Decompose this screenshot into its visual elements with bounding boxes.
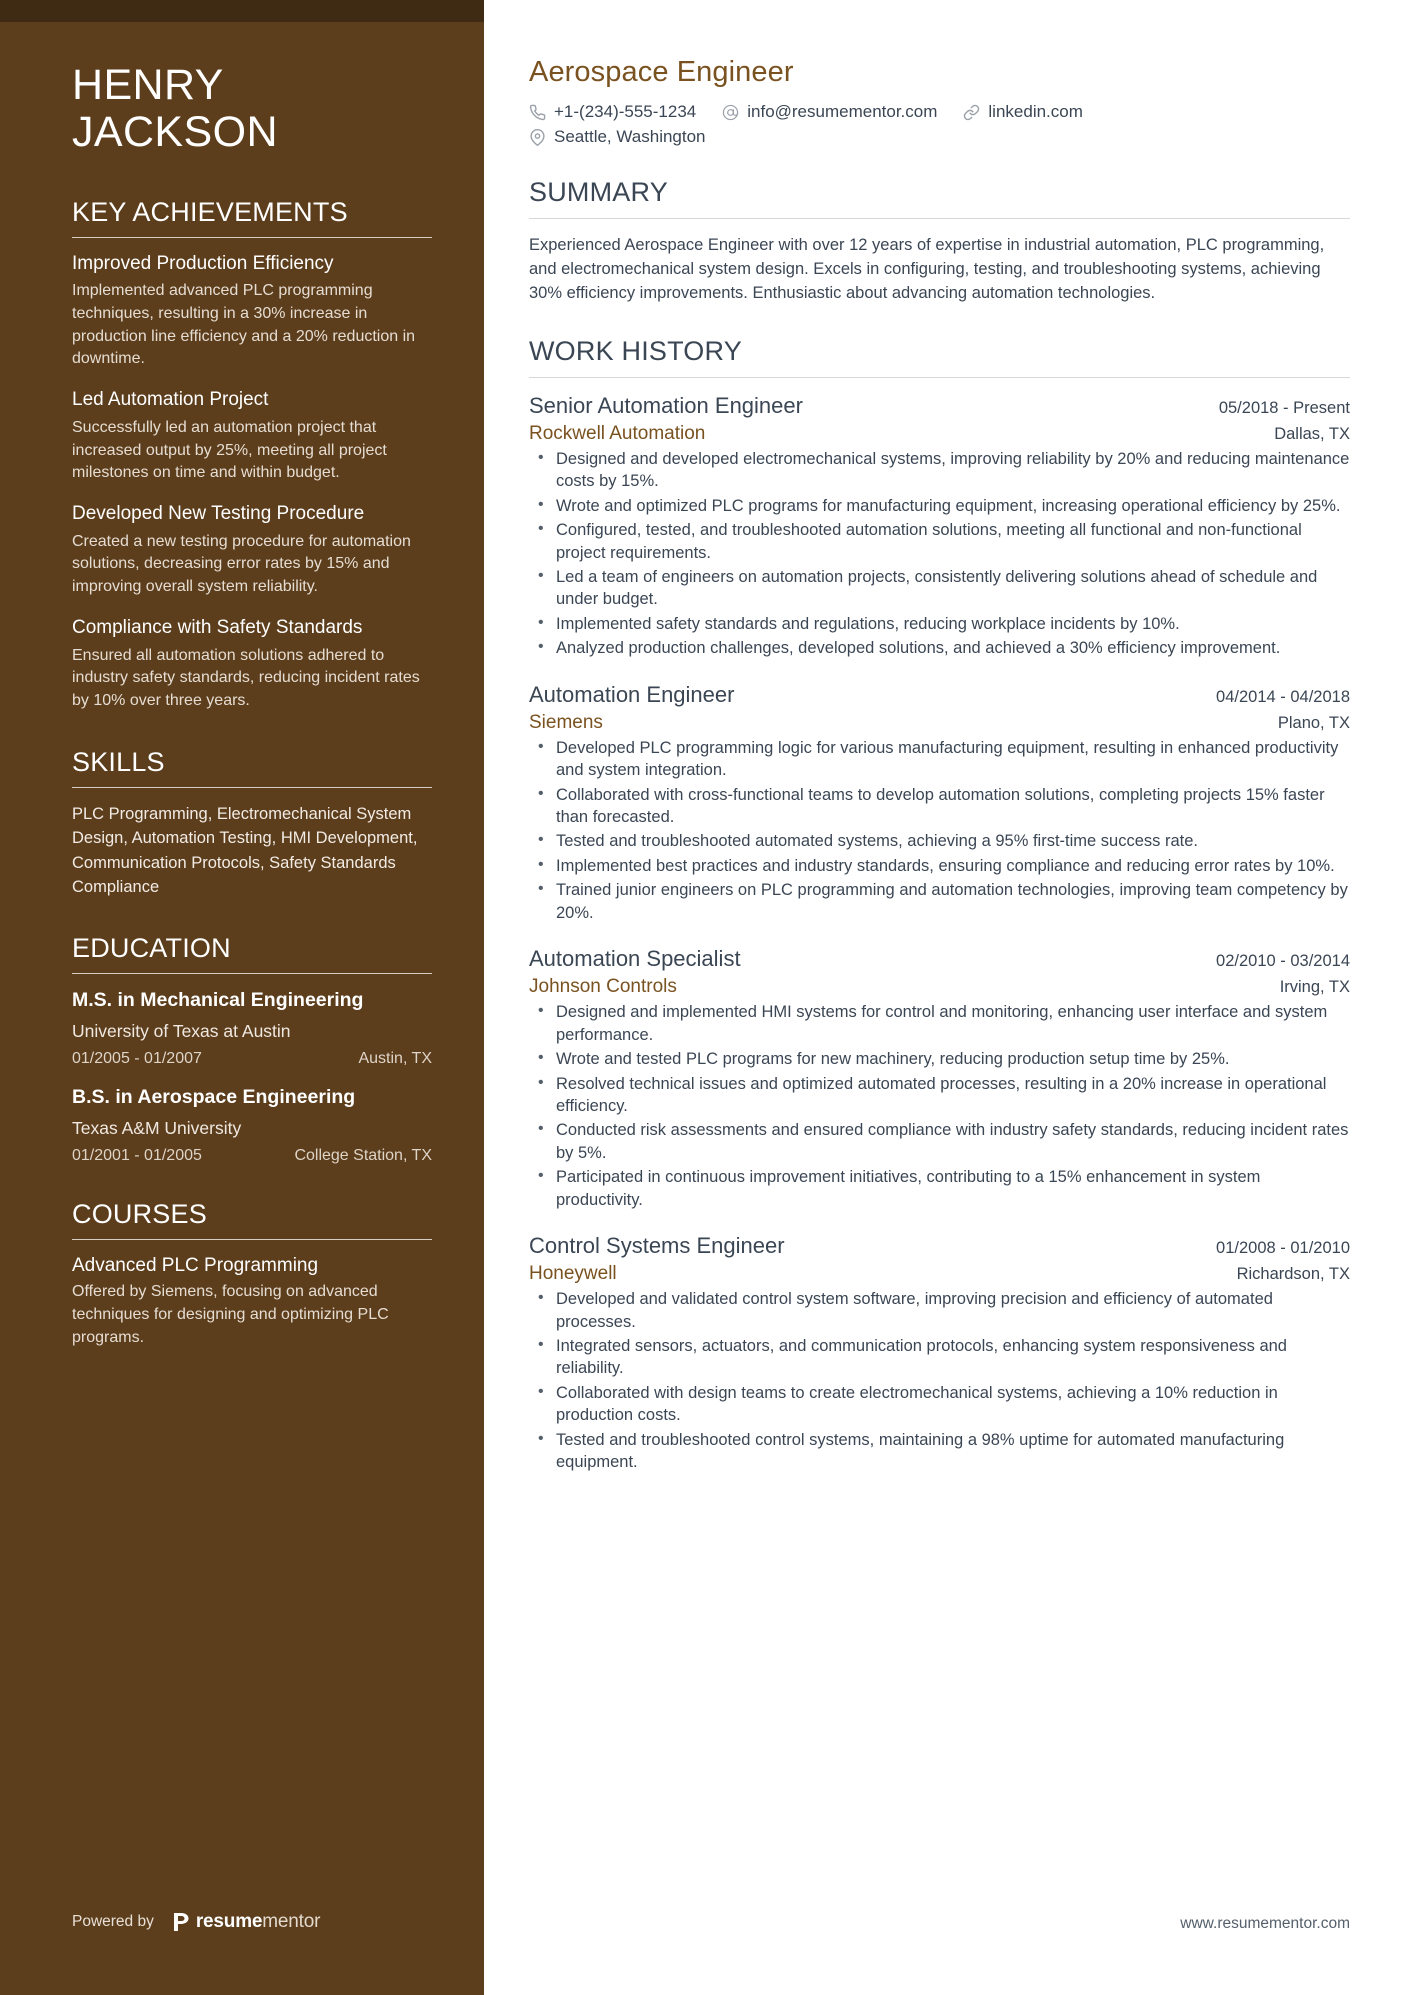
job-bullet: • Developed and validated control system software, improving precision and efficiency of automated processes. — [529, 1288, 1350, 1333]
job-bullet: • Conducted risk assessments and ensured compliance with industry safety standards, reducing incident rates by 5%. — [529, 1119, 1350, 1164]
sidebar — [0, 0, 484, 1995]
job-bullet: • Developed PLC programming logic for various manufacturing equipment, resulting in enhanced productivity and system integration. — [529, 737, 1350, 782]
job-bullet: • Resolved technical issues and optimized automated processes, resulting in a 20% increase in operational efficiency. — [529, 1073, 1350, 1118]
achievement-title: Developed New Testing Procedure — [72, 503, 365, 524]
contact-email-text: info@resumementor.com — [747, 102, 938, 121]
education-section — [72, 933, 432, 1164]
achievement-description: Created a new testing procedure for automation solutions, decreasing error rates by 15% and improving overall system reliability. — [72, 532, 411, 596]
candidate-last-name: JACKSON — [72, 108, 278, 157]
job-bullet: • Trained junior engineers on PLC programming and automation technologies, improving team competency by 20%. — [529, 879, 1350, 924]
job-bullet: • Analyzed production challenges, developed solutions, and achieved a 30% efficiency improvement. — [529, 637, 1350, 659]
work-history-entry — [529, 1233, 1350, 1474]
resumementor-logo — [172, 1911, 320, 1933]
work-history-entry — [529, 393, 1350, 660]
logo-mentor-text: mentor — [262, 1911, 321, 1932]
link-icon — [963, 104, 980, 121]
work-history-entry — [529, 946, 1350, 1211]
job-location: Irving, TX — [1279, 978, 1350, 997]
job-bullet: • Participated in continuous improvement initiatives, contributing to a 15% enhancement in system productivity. — [529, 1166, 1350, 1211]
job-bullet-list — [529, 1001, 1350, 1211]
resumementor-mark-icon — [172, 1912, 190, 1932]
section-divider — [72, 237, 432, 238]
job-dates: 02/2010 - 03/2014 — [1216, 952, 1350, 971]
education-dates: 01/2001 - 01/2005 — [72, 1146, 202, 1164]
summary-heading: SUMMARY — [529, 177, 668, 207]
contact-location — [529, 127, 706, 147]
achievement-description: Successfully led an automation project that increased output by 25%, meeting all project milestones on time and within budget. — [72, 418, 387, 482]
contact-phone-text: +1-(234)-555-1234 — [554, 102, 697, 121]
job-bullet: • Wrote and tested PLC programs for new machinery, reducing production setup time by 25%. — [529, 1048, 1350, 1070]
work-history-heading: WORK HISTORY — [529, 335, 742, 366]
job-bullet-list — [529, 448, 1350, 660]
job-header — [529, 393, 1350, 419]
job-position: Automation Engineer — [529, 681, 735, 707]
job-bullet: • Designed and developed electromechanical systems, improving reliability by 20% and reducing maintenance costs by 15%. — [529, 448, 1350, 493]
contact-location-text: Seattle, Washington — [554, 127, 706, 146]
phone-icon — [529, 104, 546, 121]
job-bullet: • Led a team of engineers on automation projects, consistently delivering solutions ahead of schedule and under budget. — [529, 566, 1350, 611]
education-degree: M.S. in Mechanical Engineering — [72, 989, 364, 1012]
courses-section — [72, 1199, 432, 1350]
education-school: University of Texas at Austin — [72, 1021, 291, 1042]
job-dates: 01/2008 - 01/2010 — [1216, 1239, 1350, 1258]
headline-job-title: Aerospace Engineer — [529, 56, 794, 88]
job-position: Senior Automation Engineer — [529, 392, 803, 418]
job-header — [529, 682, 1350, 708]
job-bullet: • Implemented best practices and industry standards, ensuring compliance and reducing error rates by 10%. — [529, 855, 1350, 877]
contact-phone[interactable] — [529, 102, 696, 122]
job-header — [529, 1233, 1350, 1259]
education-item — [72, 1085, 432, 1165]
skills-heading: SKILLS — [72, 746, 165, 777]
work-history-section — [529, 336, 1350, 1474]
job-header — [529, 946, 1350, 972]
achievement-item — [72, 616, 432, 713]
contact-row-primary — [529, 102, 1350, 122]
candidate-name — [72, 0, 432, 157]
section-divider — [529, 218, 1350, 219]
job-company: Rockwell Automation — [529, 422, 706, 444]
job-bullet: • Designed and implemented HMI systems for control and monitoring, enhancing user interface and system performance. — [529, 1001, 1350, 1046]
achievement-title: Led Automation Project — [72, 389, 269, 411]
education-school: Texas A&M University — [72, 1117, 242, 1138]
job-location: Richardson, TX — [1236, 1265, 1350, 1284]
job-bullet: • Integrated sensors, actuators, and communication protocols, enhancing system responsiveness and reliability. — [529, 1335, 1350, 1380]
powered-by — [72, 1911, 320, 1933]
resumementor-wordmark — [196, 1911, 320, 1933]
job-company: Honeywell — [529, 1263, 617, 1285]
achievement-description: Implemented advanced PLC programming techniques, resulting in a 30% increase in production line efficiency and a 20% reduction in downtime. — [72, 282, 416, 368]
job-dates: 05/2018 - Present — [1218, 398, 1350, 417]
achievement-description: Ensured all automation solutions adhered to industry safety standards, reducing incident rates by 10% over three years. — [72, 646, 420, 709]
section-divider — [72, 787, 432, 788]
contact-row-secondary — [529, 127, 1350, 147]
key-achievements-heading: KEY ACHIEVEMENTS — [72, 196, 348, 227]
work-history-entry — [529, 682, 1350, 925]
job-location: Dallas, TX — [1274, 424, 1350, 443]
main-column — [484, 0, 1410, 1995]
job-position: Automation Specialist — [529, 946, 741, 972]
courses-heading: COURSES — [72, 1198, 207, 1229]
achievement-title: Compliance with Safety Standards — [72, 616, 363, 638]
job-subheader — [529, 976, 1350, 998]
job-dates: 04/2014 - 04/2018 — [1216, 687, 1350, 706]
location-icon — [529, 129, 546, 146]
summary-text: Experienced Aerospace Engineer with over 12 years of expertise in industrial automation, PLC programming, and electromechanical system design. Excels in configuring, testing, and troubleshooting systems, achieving 30% efficiency improvements. Enthusiastic about advancing automation technologies. — [529, 236, 1325, 302]
job-subheader — [529, 1263, 1350, 1285]
education-location: Austin, TX — [358, 1050, 432, 1068]
job-bullet: • Collaborated with cross-functional teams to develop automation solutions, completing projects 15% faster than forecasted. — [529, 784, 1350, 829]
course-description: Offered by Siemens, focusing on advanced techniques for designing and optimizing PLC programs. — [72, 1283, 389, 1346]
education-meta — [72, 1147, 432, 1165]
job-subheader — [529, 423, 1350, 445]
achievement-item — [72, 502, 432, 599]
email-icon — [722, 104, 739, 121]
footer-website-url: www.resumementor.com — [1180, 1915, 1350, 1932]
job-bullet-list — [529, 737, 1350, 925]
education-meta — [72, 1050, 432, 1068]
education-location: College Station, TX — [294, 1146, 432, 1164]
job-subheader — [529, 712, 1350, 734]
job-bullet: • Tested and troubleshooted control systems, maintaining a 98% uptime for automated manufacturing equipment. — [529, 1429, 1350, 1474]
achievement-title: Improved Production Efficiency — [72, 252, 334, 274]
job-company: Johnson Controls — [529, 976, 677, 998]
contact-info — [529, 102, 1350, 147]
course-title: Advanced PLC Programming — [72, 1254, 319, 1276]
powered-by-label: Powered by — [72, 1913, 154, 1930]
job-position: Control Systems Engineer — [529, 1233, 785, 1259]
skills-list: PLC Programming, Electromechanical System Design, Automation Testing, HMI Development, Communication Protocols, Safety Standards Compliance — [72, 804, 418, 896]
education-item — [72, 988, 432, 1068]
contact-email[interactable] — [722, 102, 937, 122]
section-divider — [72, 973, 432, 974]
job-bullet: • Wrote and optimized PLC programs for manufacturing equipment, increasing operational efficiency by 25%. — [529, 495, 1350, 517]
job-bullet: • Tested and troubleshooted automated systems, achieving a 95% first-time success rate. — [529, 830, 1350, 852]
job-location: Plano, TX — [1277, 713, 1350, 732]
job-company: Siemens — [529, 711, 603, 733]
education-degree: B.S. in Aerospace Engineering — [72, 1086, 356, 1109]
section-divider — [72, 1239, 432, 1240]
skills-section — [72, 747, 432, 900]
course-item — [72, 1254, 432, 1350]
section-divider — [529, 377, 1350, 378]
job-bullet-list — [529, 1288, 1350, 1474]
key-achievements-section — [72, 197, 432, 713]
achievement-item — [72, 252, 432, 372]
sidebar-top-bar — [0, 0, 484, 22]
summary-section — [529, 177, 1350, 306]
contact-link-text: linkedin.com — [988, 102, 1083, 121]
candidate-first-name: HENRY — [72, 61, 224, 109]
contact-link[interactable] — [963, 102, 1083, 122]
logo-resume-text: resume — [195, 1911, 263, 1932]
job-bullet: • Collaborated with design teams to create electromechanical systems, achieving a 10% reduction in production costs. — [529, 1382, 1350, 1427]
job-bullet: • Implemented safety standards and regulations, reducing workplace incidents by 10%. — [529, 613, 1350, 635]
job-bullet: • Configured, tested, and troubleshooted automation solutions, meeting all functional and non-functional project requirements. — [529, 519, 1350, 564]
education-dates: 01/2005 - 01/2007 — [72, 1050, 202, 1068]
achievement-item — [72, 388, 432, 485]
education-heading: EDUCATION — [72, 933, 231, 964]
